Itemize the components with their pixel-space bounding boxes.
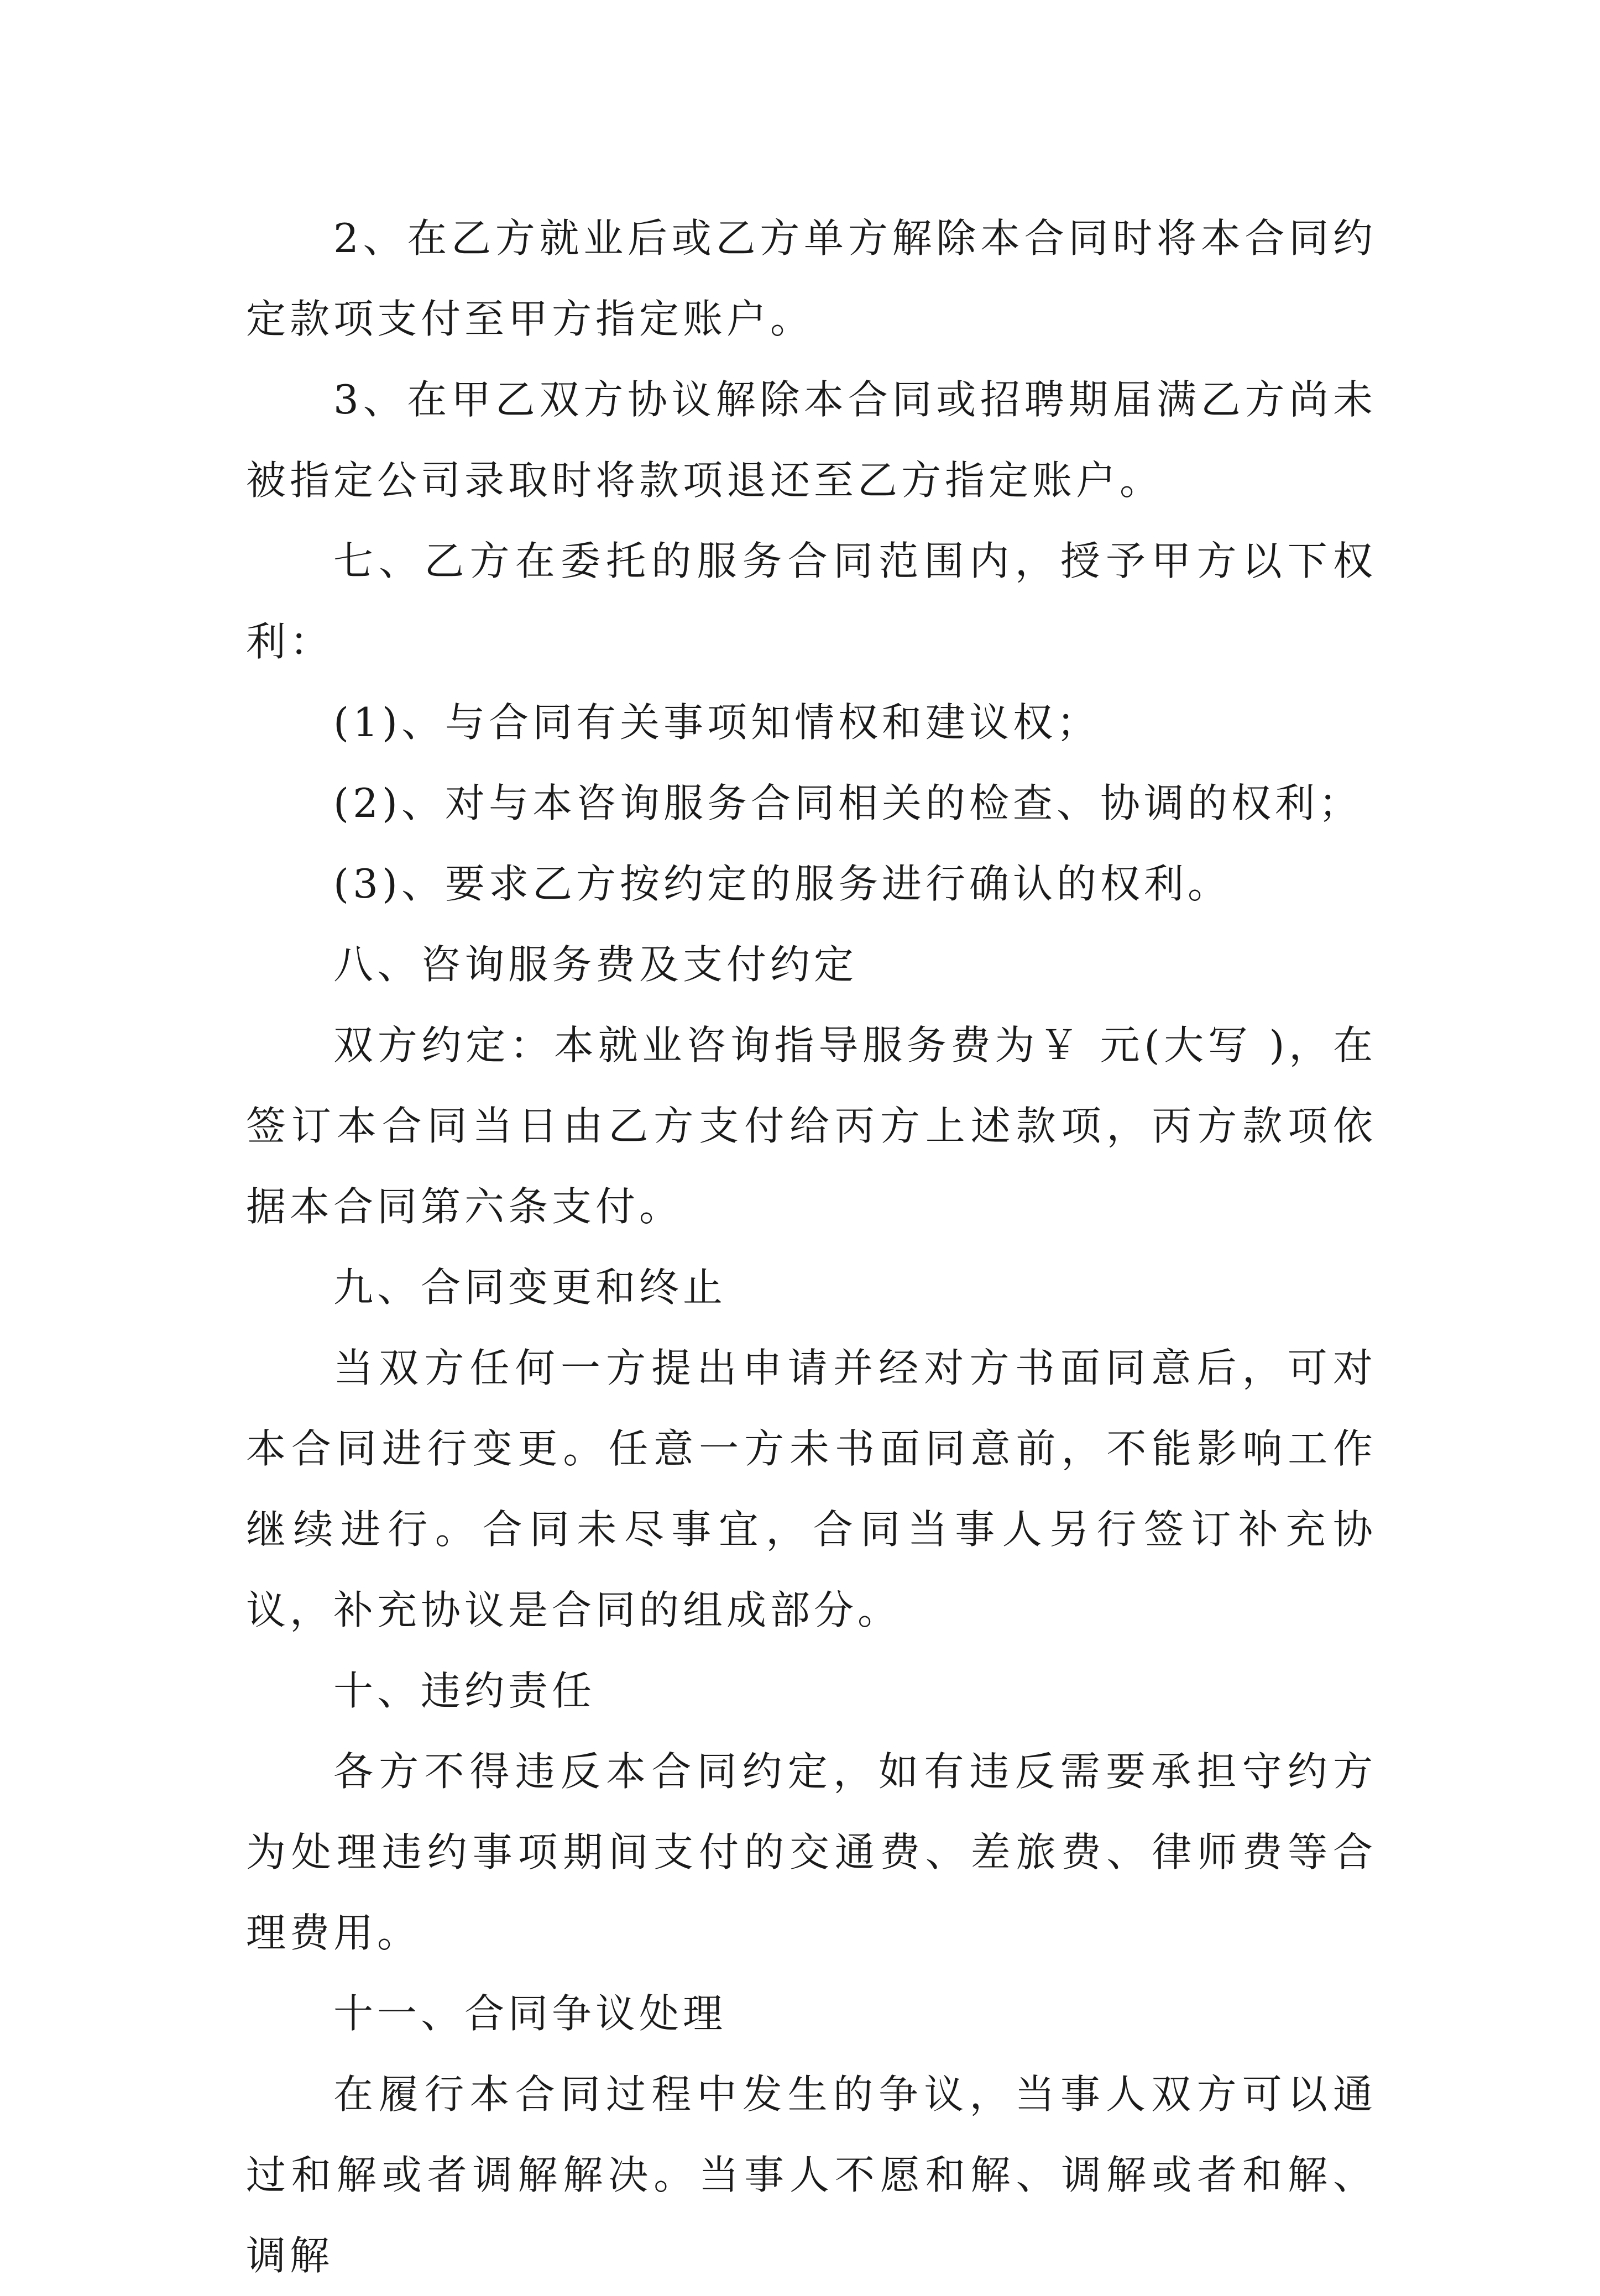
- section-heading-11: 十一、合同争议处理: [333, 1990, 727, 2037]
- section-heading-9: 九、合同变更和终止: [333, 1264, 727, 1310]
- paragraph-clause-9-body: 当双方任何一方提出申请并经对方书面同意后，可对本合同进行变更。任意一方未书面同意前，不能影响工作继续进行。合同未尽事宜，合同当事人另行签订补充协议，补充协议是合同的组成部分。: [246, 1345, 1377, 1633]
- paragraph-clause-10-body: 各方不得违反本合同约定，如有违反需要承担守约方为处理违约事项期间支付的交通费、差旅费、律师费等合理费用。: [246, 1748, 1377, 1956]
- paragraph-clause-6-item-3: 3、在甲乙双方协议解除本合同或招聘期届满乙方尚未被指定公司录取时将款项退还至乙方指定账户。: [246, 376, 1377, 504]
- paragraph-clause-7-heading: 七、乙方在委托的服务合同范围内，授予甲方以下权利：: [246, 538, 1377, 665]
- section-heading-10: 十、违约责任: [333, 1668, 596, 1714]
- document-body: [246, 198, 1377, 2296]
- paragraph-clause-6-item-2: 2、在乙方就业后或乙方单方解除本合同时将本合同约定款项支付至甲方指定账户。: [246, 215, 1377, 342]
- paragraph-clause-7-item-1: (1)、与合同有关事项知情权和建议权；: [333, 699, 1100, 746]
- paragraph-clause-7-item-3: (3)、要求乙方按约定的服务进行确认的权利。: [333, 861, 1231, 907]
- paragraph-clause-7-item-2: (2)、对与本咨询服务合同相关的检查、协调的权利；: [333, 780, 1362, 826]
- section-heading-8: 八、咨询服务费及支付约定: [333, 941, 858, 988]
- paragraph-clause-8-body: 双方约定：本就业咨询指导服务费为￥ 元(大写 )，在签订本合同当日由乙方支付给丙方上述款项，丙方款项依据本合同第六条支付。: [246, 1022, 1377, 1230]
- paragraph-clause-11-body: 在履行本合同过程中发生的争议，当事人双方可以通过和解或者调解解决。当事人不愿和解、调解或者和解、调解: [246, 2071, 1377, 2279]
